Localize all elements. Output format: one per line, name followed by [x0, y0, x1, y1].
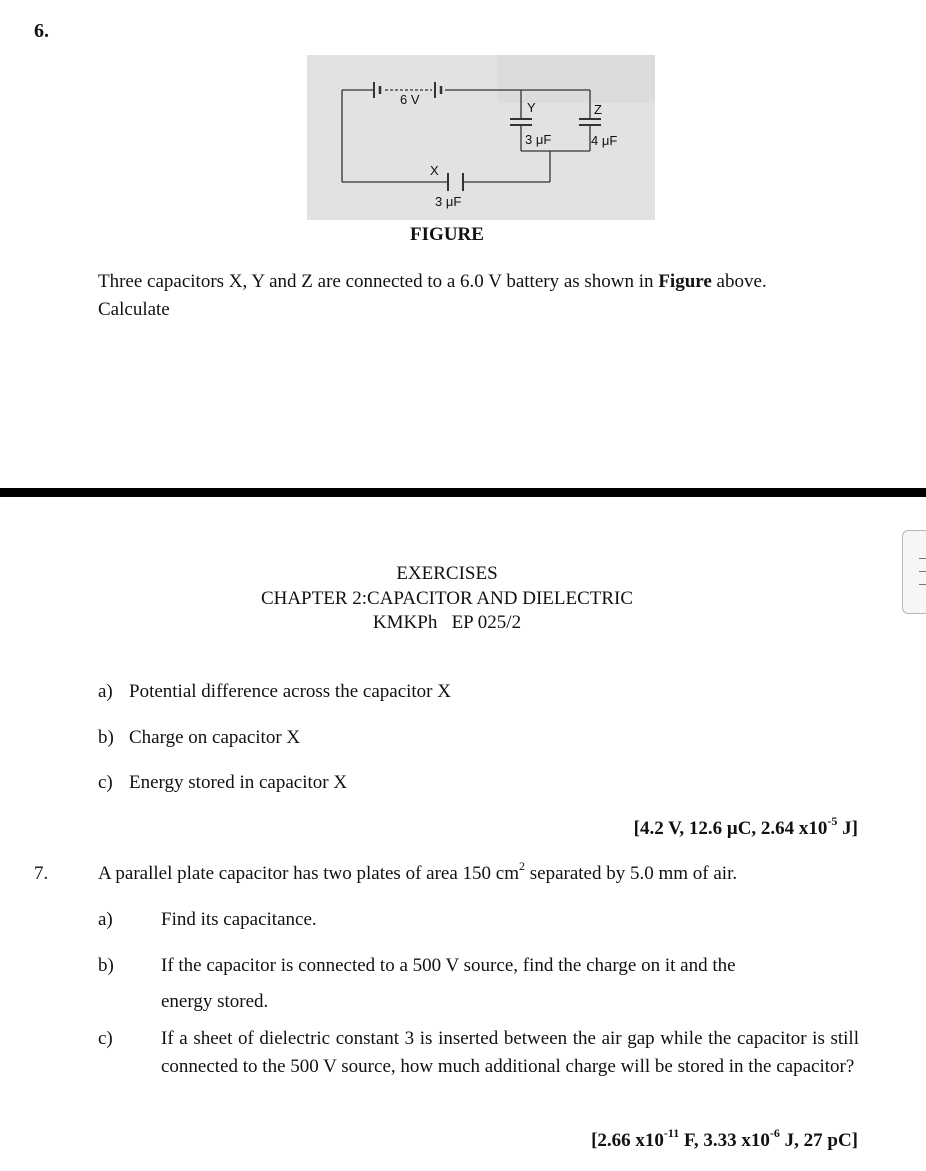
question-7-stem	[98, 860, 737, 888]
page-divider	[0, 488, 926, 497]
q7-part-a-text: Find its capacitance.	[161, 909, 317, 930]
q6-part-a-text: Potential difference across the capacitor X	[129, 681, 451, 702]
capacitor-x-value: 3 μF	[435, 194, 462, 209]
answer-exponent: -11	[663, 1125, 680, 1140]
capacitor-y-label: Y	[527, 100, 536, 115]
stem-text: Three capacitors X, Y and Z are connected to a 6.0 V battery as shown in	[98, 271, 659, 292]
stem-exponent: 2	[519, 858, 525, 873]
q6-part-a-label: a)	[98, 681, 113, 702]
q6-part-c-text: Energy stored in capacitor X	[129, 772, 348, 793]
circuit-figure	[307, 55, 655, 220]
answer-exponent-2: -6	[769, 1125, 780, 1140]
q6-part-b-label: b)	[98, 727, 114, 748]
stem-text: A parallel plate capacitor has two plates of area 150 cm	[98, 863, 519, 884]
q7-part-b-line1: If the capacitor is connected to a 500 V source, find the charge on it and the	[161, 955, 736, 976]
answer-text-3: J, 27 pC]	[779, 1130, 858, 1151]
stem-text-end: above.	[711, 271, 767, 292]
q6-part-b-text: Charge on capacitor X	[129, 727, 301, 748]
stem-text-end: separated by 5.0 mm of air.	[525, 863, 738, 884]
exercises-heading: EXERCISES	[396, 563, 498, 584]
q7-part-b-line2: energy stored.	[161, 991, 269, 1012]
capacitor-y-value: 3 μF	[525, 132, 552, 147]
stem-bold-figure: Figure	[658, 271, 712, 292]
answer-text-2: F, 3.33 x10	[679, 1130, 770, 1151]
answer-exponent: -5	[827, 813, 838, 828]
q7-part-c-label: c)	[98, 1028, 113, 1049]
question-6-number: 6.	[34, 20, 49, 42]
q6-part-c-label: c)	[98, 772, 113, 793]
chapter-heading: CHAPTER 2:CAPACITOR AND DIELECTRIC	[260, 588, 634, 609]
q7-part-a-label: a)	[98, 909, 113, 930]
answer-unit: J]	[837, 818, 858, 839]
q6-answer	[634, 815, 858, 843]
capacitor-z-label: Z	[594, 102, 602, 117]
figure-caption: FIGURE	[410, 224, 484, 245]
answer-text: [2.66 x10	[591, 1130, 664, 1151]
q7-answer	[591, 1127, 858, 1155]
q7-part-c-text: If a sheet of dielectric constant 3 is inserted between the air gap while the capacitor is still connected to the 500 V source, how much additional charge will be stored in the capacitor?	[161, 1028, 859, 1077]
scroll-handle[interactable]	[902, 530, 926, 614]
course-code: KMKPh EP 025/2	[372, 612, 522, 633]
question-6-stem	[98, 268, 767, 296]
calculate-text: Calculate	[98, 299, 170, 320]
question-7-number: 7.	[34, 863, 49, 884]
q7-part-b-label: b)	[98, 955, 114, 976]
answer-text: [4.2 V, 12.6 μC, 2.64 x10	[633, 818, 828, 839]
battery-label: 6 V	[400, 92, 420, 107]
capacitor-z-value: 4 μF	[591, 133, 618, 148]
capacitor-x-label: X	[430, 163, 439, 178]
